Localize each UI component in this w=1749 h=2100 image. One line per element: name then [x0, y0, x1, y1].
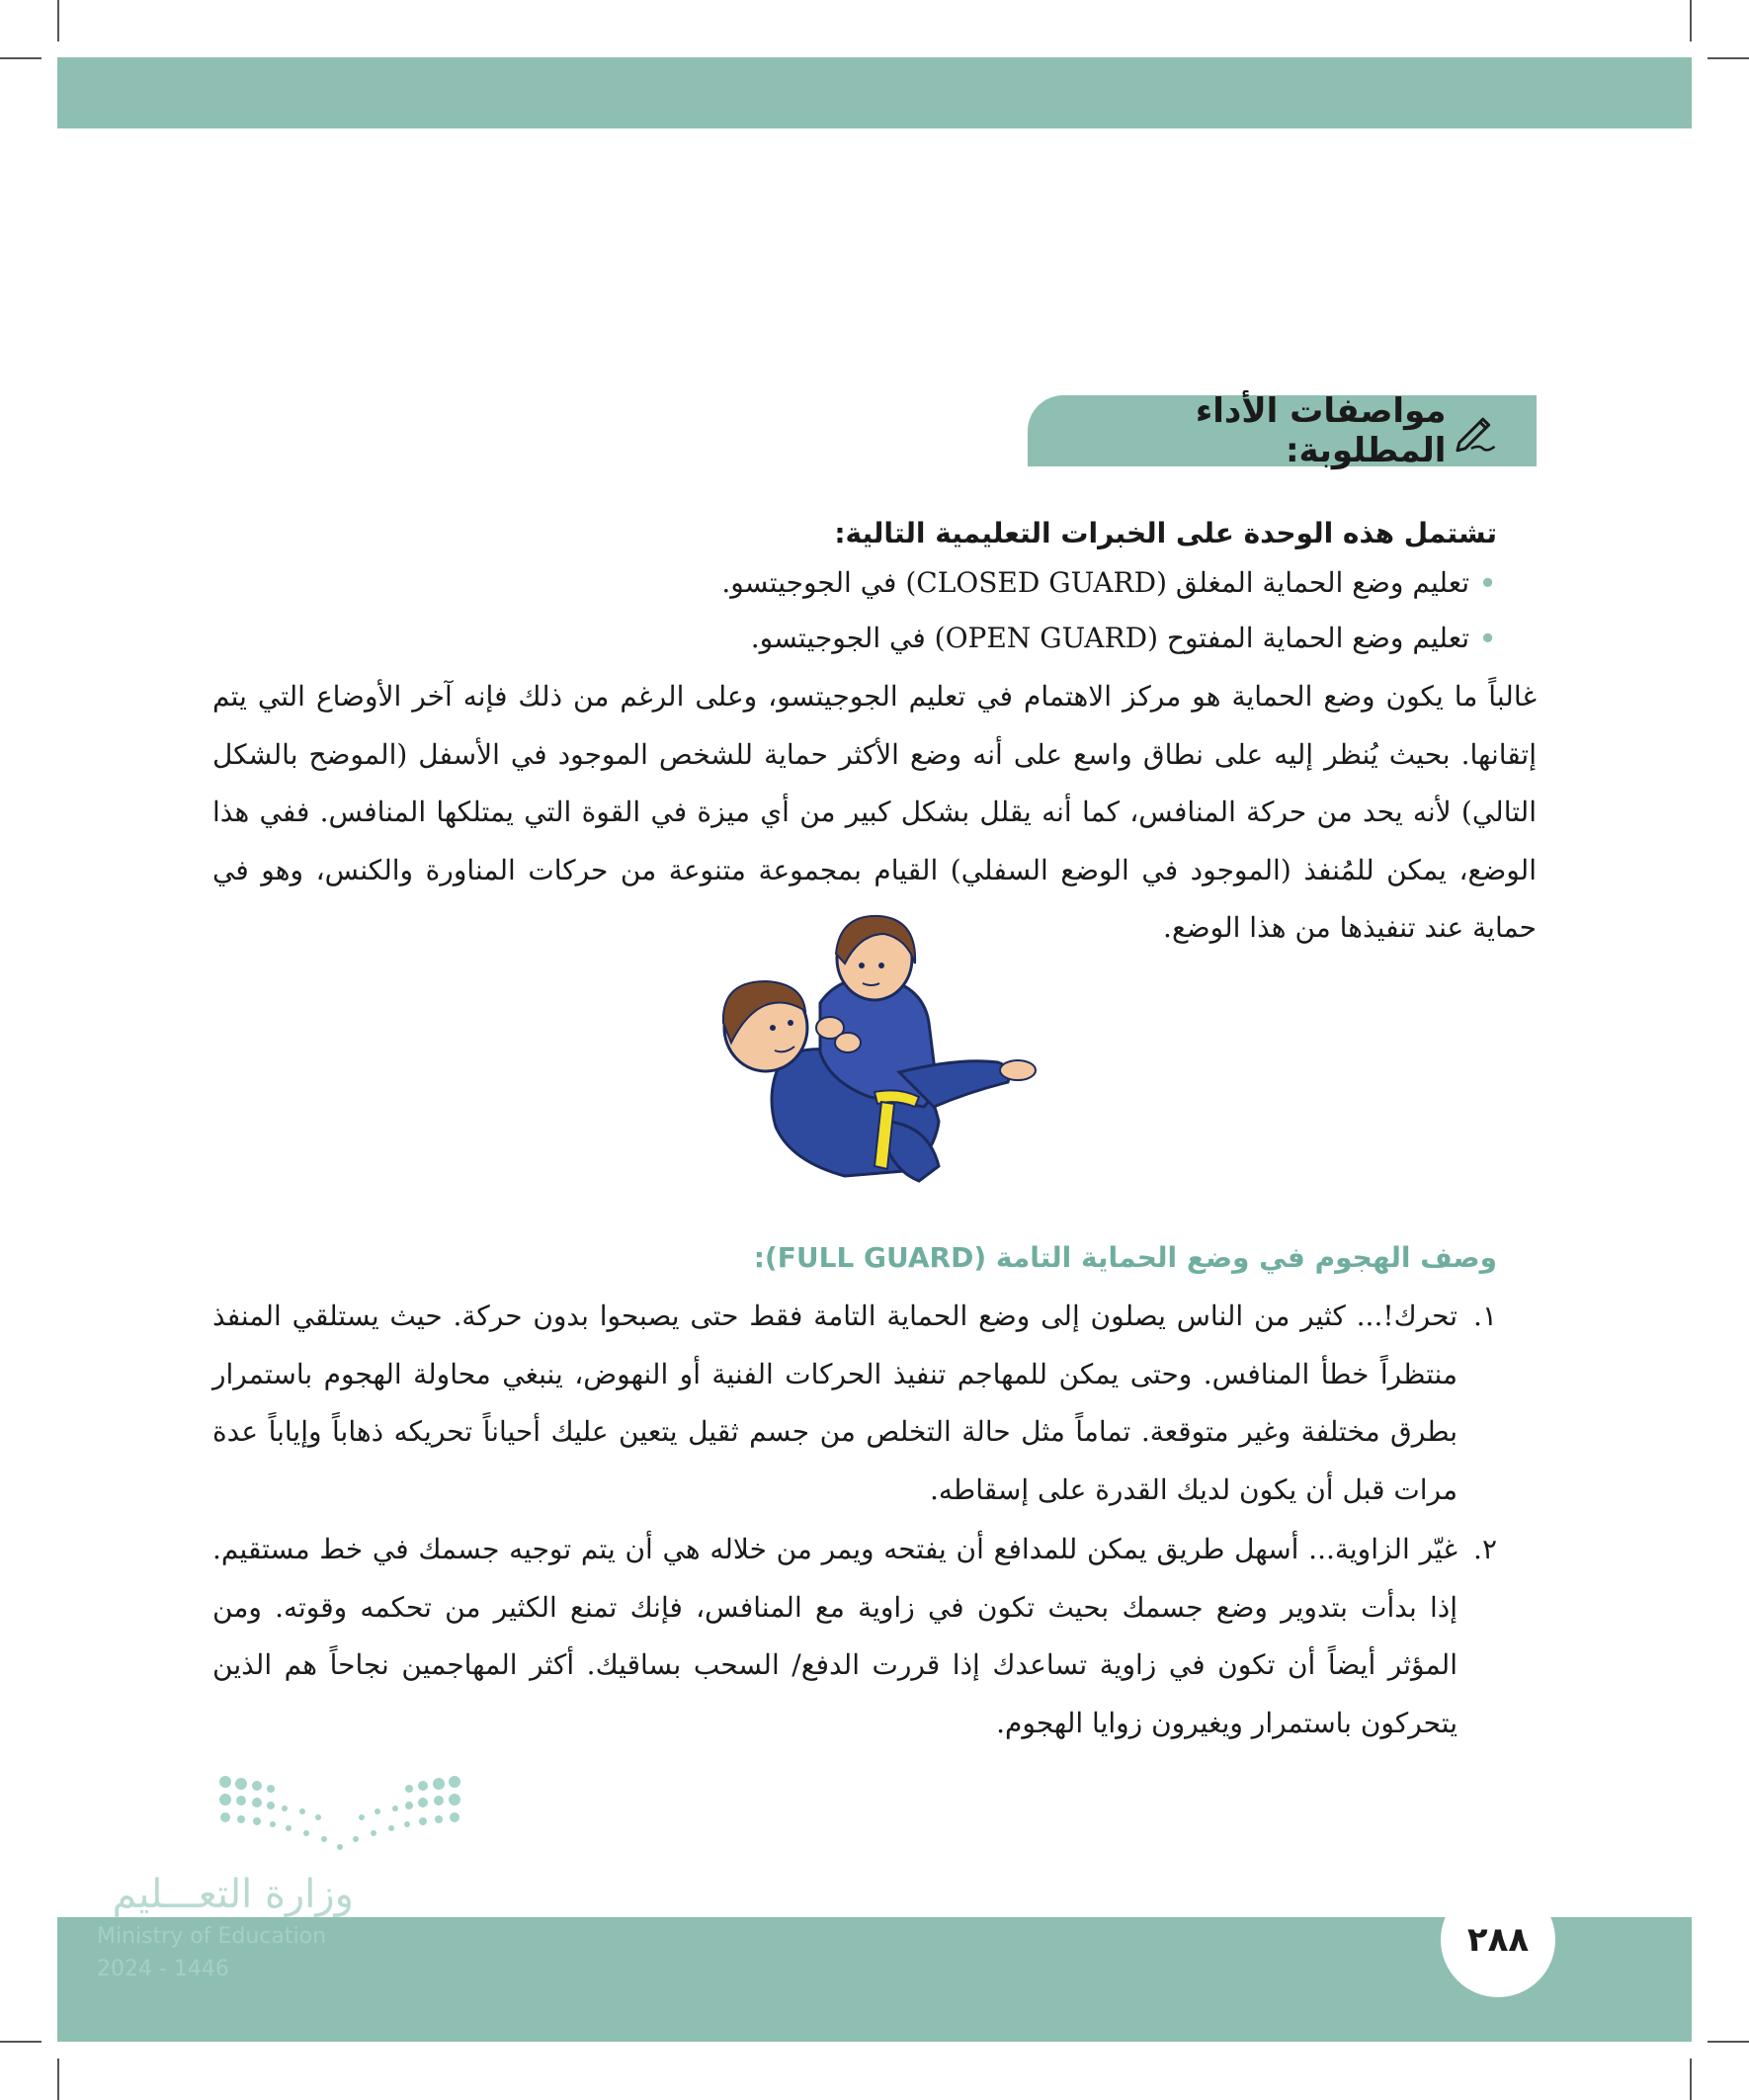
crop-mark — [0, 2041, 42, 2043]
numbered-list — [212, 1288, 1497, 1754]
list-item — [212, 1288, 1497, 1519]
crop-mark — [1690, 0, 1692, 42]
crop-mark — [57, 0, 59, 42]
item-text: تحرك!... كثير من الناس يصلون إلى وضع الحماية التامة فقط حتى يصبحوا بدون حركة. حيث يستلقي المنفذ منتظراً خطأ المنافس. وحتى يمكن للمهاجم تنفيذ الحركات الفنية أو النهوض، ينبغي محاولة الهجوم باستمرار بطرق مختلفة وغير متوقعة. تماماً مثل حالة التخلص من جسم ثقيل يتعين عليك أحياناً تحريكه ذهاباً وإياباً عدة مرات قبل أن يكون لديك القدرة على إسقاطه. — [212, 1300, 1458, 1506]
page-number-badge — [1441, 1883, 1555, 1997]
edition-year: 2024 - 1446 — [97, 1957, 229, 1981]
bullet-text: تعليم وضع الحماية المغلق (CLOSED GUARD) في الجوجيتسو. — [721, 566, 1469, 599]
section-title: مواصفات الأداء المطلوبة: — [1195, 391, 1447, 470]
crop-mark — [1690, 2058, 1692, 2100]
item-number: ٢. — [1473, 1533, 1497, 1565]
page-number: ٢٨٨ — [1466, 1920, 1530, 1960]
list-item — [212, 611, 1497, 666]
intro-text: تشتمل هذه الوحدة على الخبرات التعليمية التالية: — [834, 517, 1497, 549]
bullet-dot-icon: • — [1478, 620, 1497, 657]
top-color-band — [57, 57, 1692, 128]
pencil-writing-icon — [1454, 409, 1497, 453]
jiujitsu-closed-guard-illustration — [672, 894, 1067, 1191]
list-item — [212, 555, 1497, 611]
section-title-tab — [1028, 391, 1537, 470]
list-item — [212, 1521, 1497, 1752]
bullet-list — [212, 555, 1497, 666]
crop-mark — [1707, 2041, 1749, 2043]
item-number: ١. — [1473, 1300, 1497, 1332]
bullet-dot-icon: • — [1478, 564, 1497, 602]
body-paragraph: غالباً ما يكون وضع الحماية هو مركز الاهتمام في تعليم الجوجيتسو، وعلى الرغم من ذلك فإنه آخر الأوضاع التي يتم إتقانها. بحيث يُنظر إليه على نطاق واسع على أنه وضع الأكثر حماية للشخص الموجود في الأسفل (الموضح بالشكل التالي) لأنه يحد من حركة المنافس، كما أنه يقلل بشكل كبير من أي ميزة في القوة التي يمتلكها المنافس. ففي هذا الوضع، يمكن للمُنفذ (الموجود في الوضع السفلي) القيام بمجموعة متنوعة من حركات المناورة والكنس، وهو في حماية عند تنفيذها من هذا الوضع. — [212, 680, 1537, 944]
crop-mark — [0, 57, 42, 59]
bullet-text: تعليم وضع الحماية المفتوح (OPEN GUARD) في الجوجيتسو. — [750, 622, 1469, 654]
crop-mark — [1707, 57, 1749, 59]
ministry-name-arabic: وزارة التعـــليم — [112, 1872, 354, 1917]
item-text: غيّر الزاوية... أسهل طريق يمكن للمدافع أن يفتحه ويمر من خلاله هي أن يتم توجيه جسمك في خط مستقيم. إذا بدأت بتدوير وضع جسمك بحيث تكون في زاوية مع المنافس، فإنك تمنع الكثير من تحكمه وقوته. ومن المؤثر أيضاً أن تكون في زاوية تساعدك إذا قررت الدفع/ السحب بساقيك. أكثر المهاجمين نجاحاً هم الذين يتحركون باستمرار ويغيرون زوايا الهجوم. — [212, 1533, 1458, 1739]
attack-subheading: وصف الهجوم في وضع الحماية التامة (FULL GUARD): — [753, 1241, 1497, 1274]
ministry-logo-dots-icon — [215, 1774, 464, 1853]
crop-mark — [57, 2058, 59, 2100]
ministry-name-english: Ministry of Education — [97, 1924, 327, 1949]
